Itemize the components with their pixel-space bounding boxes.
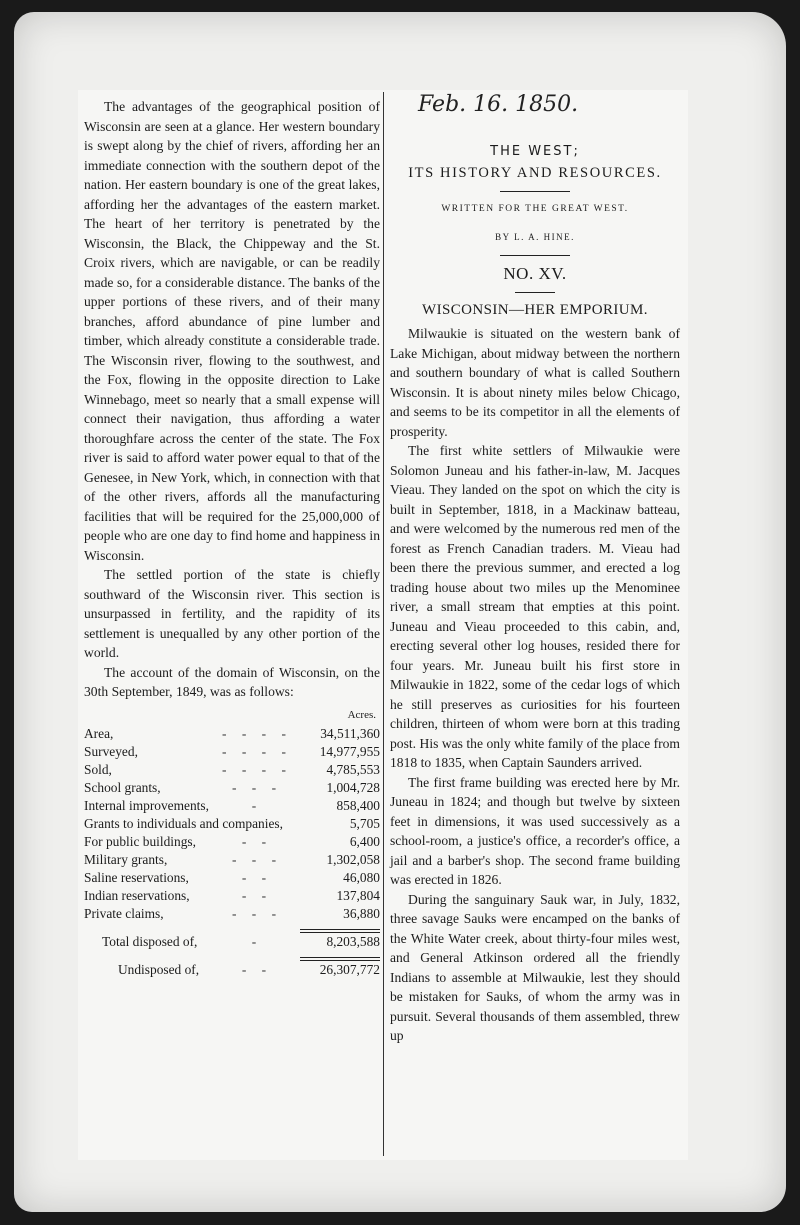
sum-rule-row (84, 951, 380, 961)
row-label: Internal improvements, (84, 798, 209, 813)
paragraph-geography: The advantages of the geographical position of Wisconsin are seen at a glance. Her western boundary is swept along by the chief of rivers, affording her an immediate connection with the southern depot of the nation. Her eastern boundary is one of the great lakes, affording her the advantages of the eastern market. The heart of her territory is penetrated by the Wisconsin, the Black, the Chippeway and the St. Croix rivers, which are navigable, or can be readily made so, for a considerable distance. The banks of the upper portions of these rivers, and of their many branches, afford abundance of pine lumber and timber, which already constitute a considerable trade. The Wisconsin river, flowing to the southwest, and the Fox, flowing in the opposite direction to Lake Winnebago, meet so nearly that a small expense will connect their navigation, thus affording a water thoroughfare across the center of the state. The Fox river is said to afford water power equal to that of the Genesee, in New York, which, in connection with that of the other rivers, affords all the manufacturing facilities that will be required for the 25,000,000 of people who are one day to find home and happiness in Wisconsin. (84, 99, 380, 563)
row-value: 1,004,728 (326, 780, 380, 795)
total-value: 8,203,588 (326, 934, 380, 949)
total-label: Total disposed of, (102, 934, 198, 949)
masthead-title: THE WEST; (490, 144, 580, 159)
row-value: 137,804 (336, 888, 380, 903)
section-heading: WISCONSIN—HER EMPORIUM. (422, 301, 648, 318)
row-dashes: - - - - (222, 744, 292, 759)
sum-rule-row (84, 923, 380, 933)
table-row (84, 797, 380, 815)
row-label: Military grants, (84, 852, 168, 867)
row-dashes: - - (241, 888, 273, 903)
masthead-rule (500, 255, 570, 256)
paragraph-milwaukie: Milwaukie is situated on the western bank of Lake Michigan, about midway between the northern and southern boundary of what is called Southern Wisconsin. It is about ninety miles below Chicago, and seems to be its competitor in all the elements of prosperity. (390, 326, 680, 439)
paragraph-frame-building: The first frame building was erected here by Mr. Juneau in 1824; and though but twelve by sixteen feet in dimensions, it was used successively as a school-room, a justice's office, a recorder's office, a jail and a barber's shop. The second frame building was erected in 1826. (390, 774, 680, 887)
row-label: Area, (84, 726, 114, 741)
row-value: 34,511,360 (320, 726, 380, 741)
table-row (84, 779, 380, 797)
right-column (390, 100, 680, 1046)
row-dashes: - (251, 798, 263, 813)
row-label: Saline reservations, (84, 870, 189, 885)
masthead-rule (500, 191, 570, 192)
undisposed-row (84, 961, 380, 979)
row-value: 5,705 (349, 816, 380, 831)
undisposed-dash: - - (241, 962, 273, 977)
table-row (84, 869, 380, 887)
masthead (390, 142, 680, 293)
row-label: Sold, (84, 762, 112, 777)
row-label: Private claims, (84, 906, 164, 921)
total-dash: - (251, 934, 263, 949)
total-row (84, 933, 380, 951)
row-value: 6,400 (349, 834, 380, 849)
column-divider (383, 92, 384, 1156)
row-value: 14,977,955 (319, 744, 380, 759)
row-label: School grants, (84, 780, 161, 795)
table-row (84, 833, 380, 851)
row-label: Grants to individuals and companies, (84, 816, 283, 831)
row-value: 4,785,553 (326, 762, 380, 777)
paragraph-first-settlers: The first white settlers of Milwaukie were Solomon Juneau and his father-in-law, M. Jacques Vieau. They landed on the spot on which the city is built in September, 1818, in a Mackinaw batteau, and were welcomed by the numerous red men of the forest as French Canadian traders. M. Vieau had been there the previous summer, and erected a log trading house about two miles up the Menominee river, a small stream that empties at this point. Juneau and Vieau proceeded to this cabin, and, erecting several other log houses, resided there for four years. Mr. Juneau built his first store in Milwaukie in 1822, some of the cedar logs of which he still preserves as curiosities for his fourteen children, thirteen of whom were born at this trading post. His was the only white family of the place from 1818 to 1835, when Captain Saunders arrived. (390, 443, 680, 770)
row-dashes: - - - (231, 852, 283, 867)
row-value: 1,302,058 (326, 852, 380, 867)
row-label: Indian reservations, (84, 888, 190, 903)
row-dashes: - - (241, 834, 273, 849)
sum-rule (300, 923, 380, 933)
masthead-subtitle: ITS HISTORY AND RESOURCES. (408, 164, 662, 181)
article-number: NO. XV. (503, 264, 567, 283)
row-dashes: - - - (231, 906, 283, 921)
left-column (84, 97, 380, 979)
handwritten-date: Feb. 16. 1850. (418, 92, 579, 117)
table-row (84, 905, 380, 923)
undisposed-value: 26,307,772 (319, 962, 380, 977)
table-row (84, 851, 380, 869)
table-row (84, 887, 380, 905)
row-dashes: - - - - (222, 762, 292, 777)
row-value: 46,080 (343, 870, 380, 885)
row-value: 36,880 (343, 906, 380, 921)
table-row (84, 743, 380, 761)
row-dashes: - - (241, 870, 273, 885)
sum-rule (300, 951, 380, 961)
row-dashes: - - - - (222, 726, 292, 741)
table-row (84, 725, 380, 743)
table-row (84, 761, 380, 779)
paragraph-domain-intro: The account of the domain of Wisconsin, on the 30th September, 1849, was as follows: (84, 664, 380, 699)
table-row (84, 815, 380, 833)
row-dashes: - - - (231, 780, 283, 795)
acres-column-header: Acres. (347, 708, 376, 721)
undisposed-label: Undisposed of, (118, 962, 200, 977)
byline: BY L. A. HINE. (495, 231, 575, 242)
row-label: For public buildings, (84, 834, 196, 849)
paragraph-sauk-war: During the sanguinary Sauk war, in July, 1832, three savage Sauks were encamped on the banks of the White Water creek, about thirty-four miles west, and General Atkinson ordered all the friendly Indians to assemble at Milwaukie, lest they should be mistaken for Sauks, of whom the army was in pursuit. Several thousands of them assembled, threw up (390, 891, 680, 1043)
written-for-line: WRITTEN FOR THE GREAT WEST. (441, 204, 629, 214)
paragraph-settled-portion: The settled portion of the state is chiefly southward of the Wisconsin river. This section is unsurpassed in fertility, and the rapidity of its settlement is unequalled by any other portion of the world. (84, 567, 380, 660)
row-label: Surveyed, (84, 744, 138, 759)
masthead-rule (515, 292, 555, 293)
row-value: 858,400 (336, 798, 380, 813)
domain-table (84, 725, 380, 979)
